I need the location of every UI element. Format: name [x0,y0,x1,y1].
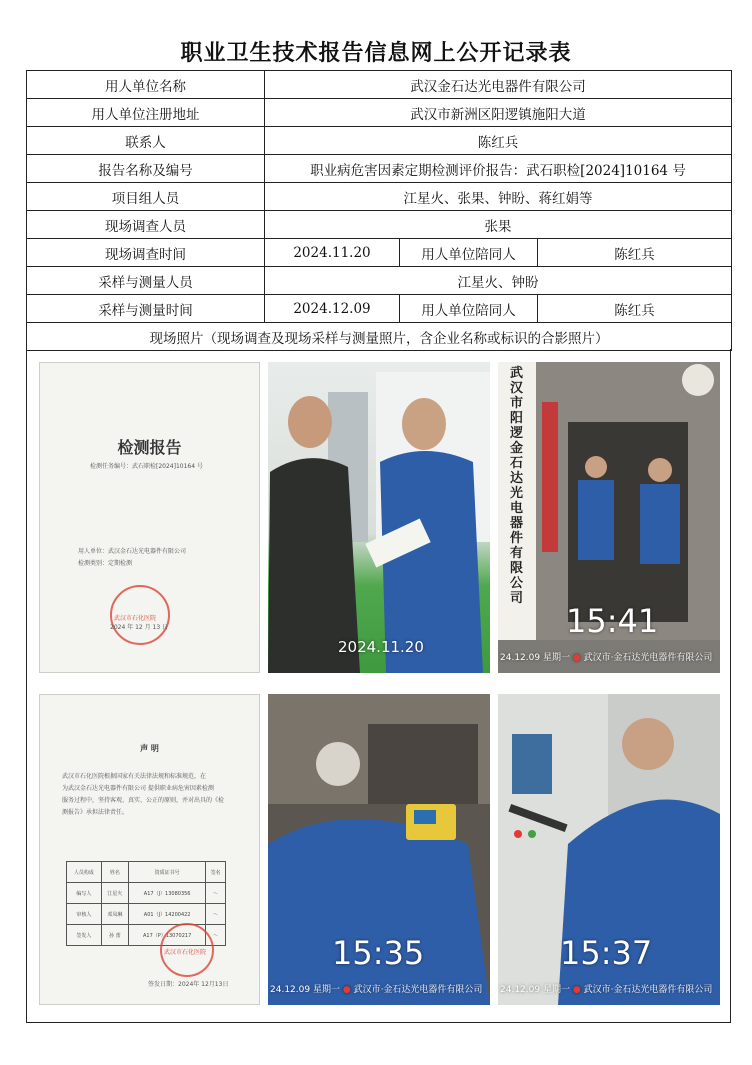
row-sampling-time [27,295,732,323]
sampling-staff-label: 采样与测量人员 [27,267,265,295]
location-pin-icon: ● [572,985,581,995]
survey-scene [268,362,490,673]
photo-group [498,362,720,673]
group-time-stamp: 15:41 [566,602,659,640]
sampling-time-label: 采样与测量时间 [27,295,265,323]
row-survey-staff [27,211,732,239]
table-cell: 编写人 [67,883,102,904]
sampling-companion-label: 用人单位陪同人 [400,295,538,323]
row-photos-header [27,323,732,351]
sampling-companion-value: 陈红兵 [538,295,732,323]
table-row [67,883,226,904]
measure1-footer [270,982,482,995]
table-header-cert: 资质证书号 [128,862,205,883]
indicator-light-icon [514,830,522,838]
table-cell: A17（J）13080356 [128,883,205,904]
table-cell: 审核人 [67,904,102,925]
sampling-time-value: 2024.12.09 [265,295,400,323]
table-cell: 签发人 [67,925,102,946]
display-panel [512,734,552,794]
declaration-stamp: 武汉市石化医院 [164,949,207,956]
signature-cell: ～ [206,904,226,925]
photo-measurement-1 [268,694,490,1005]
workwear-shape [268,819,490,1005]
team-value: 江星火、张果、钟盼、蒋红娟等 [265,183,732,211]
signature-cell: ～ [206,883,226,904]
photos-header: 现场照片（现场调查及现场采样与测量照片，含企业名称或标识的合影照片） [27,323,732,351]
measure2-time-stamp: 15:37 [560,934,653,972]
record-table [26,70,732,351]
declaration-line-1: 武汉市石化医院根据国家有关法律法规和标准规范，在 [62,773,207,780]
person-left-body [578,480,614,560]
lamp-icon [682,364,714,396]
contact-value: 陈红兵 [265,127,732,155]
survey-time-label: 现场调查时间 [27,239,265,267]
photo-declaration [39,694,260,1005]
measure1-date-text: 24.12.09 星期一 [270,985,340,995]
measure2-location-text: 武汉市·金石达光电器件有限公司 [583,985,713,995]
indicator-light-icon [528,830,536,838]
person-right-body [640,484,680,564]
measure1-time-stamp: 15:35 [332,934,425,972]
declaration-footer: 签发日期：2024年 12月13日 [148,981,229,988]
report-cover-date: 2024 年 12 月 13 日 [110,624,169,631]
group-date-text: 24.12.09 星期一 [500,653,570,663]
table-header-role: 人员构成 [67,862,102,883]
row-contact [27,127,732,155]
declaration-line-4: 测报告》承担法律责任。 [62,809,129,816]
address-value: 武汉市新洲区阳逻镇施阳大道 [265,99,732,127]
machine-shape [368,724,478,804]
survey-staff-value: 张果 [265,211,732,239]
survey-companion-label: 用人单位陪同人 [400,239,538,267]
photo-measurement-2 [498,694,720,1005]
measure1-location-text: 武汉市·金石达光电器件有限公司 [353,985,483,995]
location-pin-icon: ● [342,985,351,995]
table-row [67,904,226,925]
team-label: 项目组人员 [27,183,265,211]
worker-head-icon [622,718,674,770]
row-report [27,155,732,183]
declaration-line-3: 服务过程中，坚持客观、真实、公正的原则，并对出具的《检 [62,797,225,804]
sampling-staff-value: 江星火、钟盼 [265,267,732,295]
measure2-footer [500,982,712,995]
unit-name-label: 用人单位名称 [27,71,265,99]
table-cell: A01（J）14200422 [128,904,205,925]
photo-onsite-survey [268,362,490,673]
person-head-icon [288,396,332,448]
table-cell: 江星火 [101,883,128,904]
worker-head-icon [316,742,360,786]
photo-report-cover [39,362,260,673]
address-label: 用人单位注册地址 [27,99,265,127]
row-unit-name [27,71,732,99]
declaration-line-2: 为武汉金石达光电器件有限公司 提供职业病危害因素检测 [62,785,214,792]
signature-cell: ～ [206,925,226,946]
survey-companion-value: 陈红兵 [538,239,732,267]
table-cell: A17（P）13070217 [128,925,205,946]
report-value: 职业病危害因素定期检测评价报告：武石职检[2024]10164 号 [265,155,732,183]
worker-head-icon [402,398,446,450]
person-right-head-icon [648,458,672,482]
measure2-date-text: 24.12.09 星期一 [500,985,570,995]
person-left-head-icon [585,456,607,478]
report-cover-type: 检测类别：定期检测 [78,560,133,567]
table-header-name: 姓名 [101,862,128,883]
report-cover-heading: 检测报告 [117,438,182,457]
row-survey-time [27,239,732,267]
report-cover-task-no: 检测任务编号：武石职检[2024]10164 号 [90,463,203,470]
report-label: 报告名称及编号 [27,155,265,183]
declaration-heading: 声 明 [140,743,159,753]
table-cell: 邓凤琳 [101,904,128,925]
row-address [27,99,732,127]
contact-label: 联系人 [27,127,265,155]
red-couplet-shape [542,402,558,552]
report-cover-stamp: 武汉市石化医院 [114,615,157,622]
unit-name-value: 武汉金石达光电器件有限公司 [265,71,732,99]
survey-time-value: 2024.11.20 [265,239,400,267]
location-pin-icon: ● [572,653,581,663]
survey-date-stamp: 2024.11.20 [338,638,424,656]
row-sampling-staff [27,267,732,295]
group-location-text: 武汉市·金石达光电器件有限公司 [583,653,713,663]
group-footer [500,650,712,663]
signboard-text: 武汉市阳逻金石达光电器件有限公司 [510,366,524,606]
table-header-sign: 签名 [206,862,226,883]
page-title: 职业卫生技术报告信息网上公开记录表 [180,41,572,66]
survey-staff-label: 现场调查人员 [27,211,265,239]
instrument-screen [414,810,436,824]
row-team [27,183,732,211]
table-cell: 孙 蕾 [101,925,128,946]
report-cover-unit: 用人单位：武汉金石达光电器件有限公司 [78,548,187,555]
